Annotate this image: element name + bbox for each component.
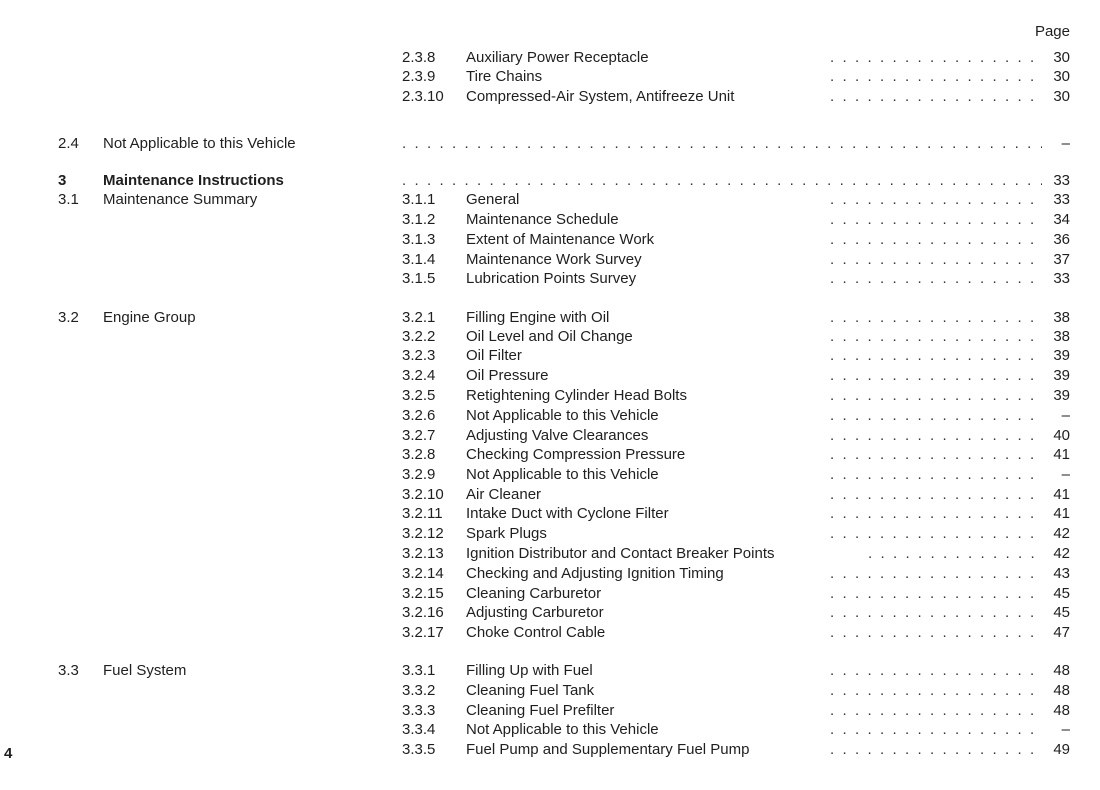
toc-entry-number: 2.3.8 [402,49,436,66]
toc-entry-title[interactable]: Auxiliary Power Receptacle [466,49,649,66]
toc-entry-title[interactable]: Adjusting Valve Clearances [466,427,649,444]
dot-leader [830,584,1042,604]
toc-entry-title[interactable]: Filling Up with Fuel [466,662,593,679]
toc-entry-title[interactable]: Extent of Maintenance Work [466,231,655,248]
toc-entry-page: 45 [1053,585,1070,602]
toc-entry-number: 3.3.2 [402,682,436,699]
toc-entry-number: 3.2.3 [402,347,436,364]
toc-entry-page: 30 [1053,68,1070,85]
toc-entry-title[interactable]: General [466,191,520,208]
section-title[interactable]: Fuel System [103,662,187,679]
chapter-page: 33 [1053,172,1070,189]
toc-entry-title[interactable]: Cleaning Fuel Tank [466,682,595,699]
dot-leader [830,623,1042,643]
toc-entry-title[interactable]: Checking Compression Pressure [466,446,686,463]
toc-entry-number: 3.2.6 [402,407,436,424]
dot-leader [830,564,1042,584]
toc-entry-page: 34 [1053,211,1070,228]
toc-entry-number: 3.2.16 [402,604,444,621]
chapter-title[interactable]: Maintenance Instructions [103,172,284,189]
toc-entry-page: 39 [1053,387,1070,404]
dot-leader [402,134,1042,154]
toc-entry-page: 41 [1053,446,1070,463]
toc-entry-number: 3.3.4 [402,721,436,738]
dot-leader [830,269,1042,289]
toc-entry-page: 48 [1053,702,1070,719]
toc-entry-title[interactable]: Tire Chains [466,68,543,85]
dot-leader [830,210,1042,230]
toc-entry-title[interactable]: Maintenance Work Survey [466,251,642,268]
toc-entry-page: 45 [1053,604,1070,621]
dot-leader [830,406,1042,426]
toc-entry-title[interactable]: Not Applicable to this Vehicle [466,466,659,483]
dot-leader [830,740,1042,760]
toc-entry-number: 3.3.5 [402,741,436,758]
toc-entry-title[interactable]: Oil Filter [466,347,522,364]
toc-entry-number: 3.1.1 [402,191,436,208]
toc-entry-title[interactable]: Retightening Cylinder Head Bolts [466,387,687,404]
toc-entry-page: – [1061,407,1070,424]
toc-entry-page: 49 [1053,741,1070,758]
page-number: 4 [4,745,13,762]
dot-leader [830,465,1042,485]
toc-entry-title[interactable]: Cleaning Carburetor [466,585,602,602]
toc-entry-title[interactable]: Maintenance Schedule [466,211,619,228]
section-title[interactable]: Engine Group [103,309,196,326]
toc-entry-title[interactable]: Oil Level and Oil Change [466,328,633,345]
dot-leader [830,720,1042,740]
toc-entry-title[interactable]: Ignition Distributor and Contact Breaker Points [466,545,775,562]
dot-leader [830,190,1042,210]
dot-leader [830,445,1042,465]
section-title[interactable]: Not Applicable to this Vehicle [103,135,296,152]
toc-entry-number: 3.2.12 [402,525,444,542]
toc-entry-number: 3.1.4 [402,251,436,268]
toc-entry-number: 3.2.1 [402,309,436,326]
dot-leader [830,366,1042,386]
chapter-number: 3 [58,172,67,189]
section-number: 3.1 [58,191,79,208]
toc-entry-title[interactable]: Not Applicable to this Vehicle [466,721,659,738]
toc-entry-number: 2.3.9 [402,68,436,85]
toc-entry-page: – [1061,721,1070,738]
toc-entry-number: 3.1.5 [402,270,436,287]
dot-leader [868,544,1042,564]
section-number: 3.2 [58,309,79,326]
section-number: 2.4 [58,135,79,152]
toc-entry-number: 3.2.13 [402,545,444,562]
toc-entry-number: 3.2.2 [402,328,436,345]
section-number: 3.3 [58,662,79,679]
toc-entry-page: 47 [1053,624,1070,641]
toc-entry-title[interactable]: Lubrication Points Survey [466,270,637,287]
dot-leader [830,230,1042,250]
toc-entry-title[interactable]: Fuel Pump and Supplementary Fuel Pump [466,741,750,758]
toc-entry-number: 3.2.9 [402,466,436,483]
toc-entry-number: 3.1.3 [402,231,436,248]
toc-entry-title[interactable]: Air Cleaner [466,486,542,503]
toc-entry-page: 42 [1053,525,1070,542]
toc-entry-title[interactable]: Compressed-Air System, Antifreeze Unit [466,88,735,105]
toc-entry-title[interactable]: Filling Engine with Oil [466,309,610,326]
dot-leader [830,327,1042,347]
toc-entry-page: 37 [1053,251,1070,268]
toc-entry-page: 48 [1053,662,1070,679]
toc-entry-page: 33 [1053,191,1070,208]
toc-entry-title[interactable]: Intake Duct with Cyclone Filter [466,505,669,522]
section-page: – [1061,135,1070,152]
toc-entry-page: 36 [1053,231,1070,248]
toc-entry-title[interactable]: Oil Pressure [466,367,549,384]
dot-leader [830,426,1042,446]
toc-entry-page: 30 [1053,49,1070,66]
toc-entry-title[interactable]: Choke Control Cable [466,624,606,641]
page-column-header: Page [1034,23,1070,40]
dot-leader [402,171,1042,191]
dot-leader [830,386,1042,406]
toc-entry-page: – [1061,466,1070,483]
dot-leader [830,524,1042,544]
dot-leader [830,661,1042,681]
toc-entry-page: 38 [1053,328,1070,345]
toc-entry-number: 3.1.2 [402,211,436,228]
toc-entry-number: 3.2.15 [402,585,444,602]
dot-leader [830,87,1042,107]
toc-entry-page: 43 [1053,565,1070,582]
toc-entry-number: 3.2.10 [402,486,444,503]
toc-entry-page: 48 [1053,682,1070,699]
toc-entry-title[interactable]: Checking and Adjusting Ignition Timing [466,565,724,582]
toc-entry-number: 3.3.3 [402,702,436,719]
toc-entry-title[interactable]: Not Applicable to this Vehicle [466,407,659,424]
toc-entry-number: 3.3.1 [402,662,436,679]
toc-entry-number: 3.2.14 [402,565,444,582]
dot-leader [830,701,1042,721]
dot-leader [830,67,1042,87]
toc-entry-page: 41 [1053,486,1070,503]
toc-entry-page: 40 [1053,427,1070,444]
dot-leader [830,603,1042,623]
toc-entry-page: 39 [1053,367,1070,384]
section-title[interactable]: Maintenance Summary [103,191,258,208]
toc-entry-number: 3.2.17 [402,624,444,641]
toc-entry-page: 39 [1053,347,1070,364]
toc-entry-number: 3.2.5 [402,387,436,404]
dot-leader [830,504,1042,524]
toc-entry-number: 3.2.8 [402,446,436,463]
toc-entry-page: 30 [1053,88,1070,105]
toc-entry-title[interactable]: Cleaning Fuel Prefilter [466,702,615,719]
dot-leader [830,48,1042,68]
toc-entry-number: 3.2.4 [402,367,436,384]
toc-entry-page: 38 [1053,309,1070,326]
dot-leader [830,346,1042,366]
toc-entry-title[interactable]: Spark Plugs [466,525,547,542]
dot-leader [830,485,1042,505]
toc-entry-page: 42 [1053,545,1070,562]
toc-entry-page: 33 [1053,270,1070,287]
toc-entry-title[interactable]: Adjusting Carburetor [466,604,604,621]
dot-leader [830,250,1042,270]
toc-entry-number: 3.2.7 [402,427,436,444]
toc-entry-number: 2.3.10 [402,88,444,105]
toc-entry-number: 3.2.11 [402,505,443,522]
dot-leader [830,681,1042,701]
dot-leader [830,308,1042,328]
toc-entry-page: 41 [1053,505,1070,522]
